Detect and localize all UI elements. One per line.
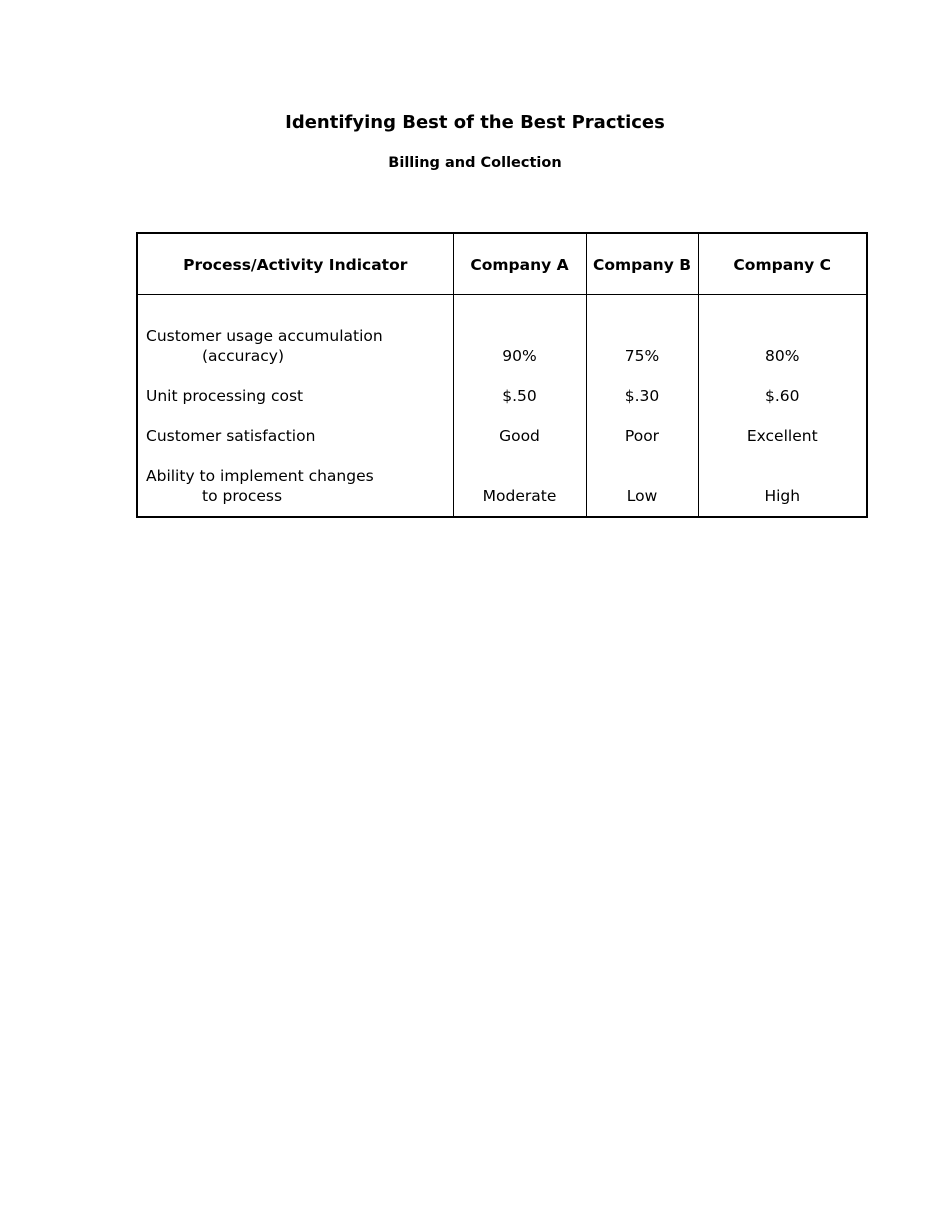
table-header-row bbox=[137, 233, 867, 294]
company-c-value: 80% bbox=[698, 294, 867, 366]
indicator-label: Unit processing cost bbox=[146, 386, 304, 405]
table-row bbox=[137, 446, 867, 506]
indicator-cell bbox=[137, 446, 453, 506]
table-row bbox=[137, 366, 867, 406]
column-header-indicator: Process/Activity Indicator bbox=[137, 233, 453, 294]
page-subtitle: Billing and Collection bbox=[388, 155, 562, 171]
table-row bbox=[137, 294, 867, 366]
company-b-value: Low bbox=[586, 446, 698, 506]
company-a-value: 90% bbox=[453, 294, 586, 366]
company-b-value: 75% bbox=[586, 294, 698, 366]
company-a-value: Good bbox=[453, 406, 586, 446]
company-b-value: $.30 bbox=[586, 366, 698, 406]
indicator-label-continuation: (accuracy) bbox=[202, 346, 285, 365]
table-bottom-padding bbox=[137, 506, 867, 517]
comparison-table bbox=[136, 232, 868, 518]
company-a-value: Moderate bbox=[453, 446, 586, 506]
column-header-company-b: Company B bbox=[586, 233, 698, 294]
indicator-label-continuation: to process bbox=[202, 486, 283, 505]
indicator-label: Customer usage accumulation bbox=[146, 326, 383, 345]
indicator-label: Customer satisfaction bbox=[146, 426, 316, 445]
table-row bbox=[137, 406, 867, 446]
company-c-value: High bbox=[698, 446, 867, 506]
column-header-company-c: Company C bbox=[698, 233, 867, 294]
indicator-cell bbox=[137, 406, 453, 446]
company-c-value: Excellent bbox=[698, 406, 867, 446]
indicator-cell bbox=[137, 294, 453, 366]
indicator-label: Ability to implement changes bbox=[146, 466, 374, 485]
company-b-value: Poor bbox=[586, 406, 698, 446]
column-header-company-a: Company A bbox=[453, 233, 586, 294]
indicator-cell bbox=[137, 366, 453, 406]
company-c-value: $.60 bbox=[698, 366, 867, 406]
company-a-value: $.50 bbox=[453, 366, 586, 406]
page-title: Identifying Best of the Best Practices bbox=[285, 112, 665, 133]
